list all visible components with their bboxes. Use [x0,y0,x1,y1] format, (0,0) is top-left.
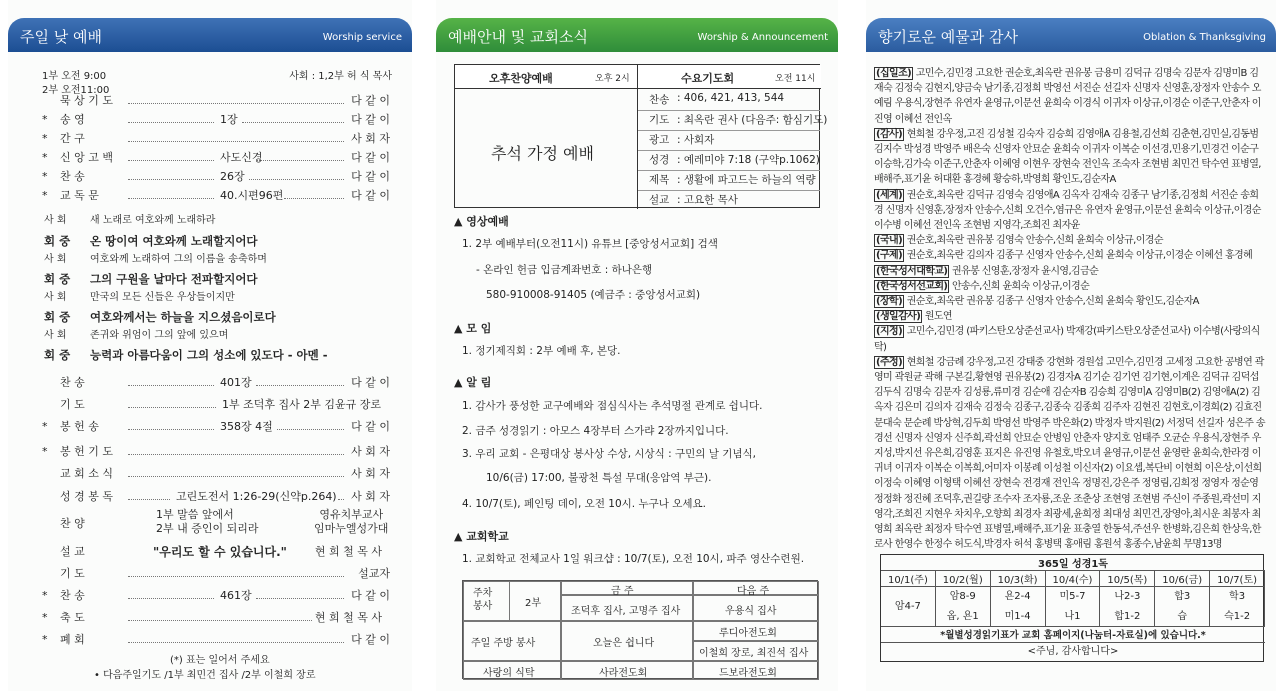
offering-group-names: 고민수,김민경 고요한 권순호,최옥란 권유봉 금용미 김덕규 김명숙 김문자 김명미B 김재숙 김정숙 김현지,양금숙 남기종,김정희 박영선 서진순 선길자 신명자 신영훈,장정자 안송수 오예림 우용식,장현주 유연자 윤영규,이문선 윤희숙 이경식 이귀자 이상규,이경순 이준구,안춘자 이진영 이혜선 전인옥 [874,68,1261,125]
order-item-detail: 26장 [220,170,245,183]
duty-table [462,580,818,679]
offering-group [874,264,1266,279]
responsive-speaker: 회 중 [44,348,71,362]
announce-header [436,18,838,52]
offering-group [874,248,1266,263]
responsive-text: 여호와께 노래하여 그의 이름을 송축하며 [90,254,267,265]
order-item-leader: 다 같 이 [351,420,390,433]
wednesday-prayer-head: 수요기도회 [681,72,735,85]
responsive-line [8,327,412,345]
offering-group-name: 한국성서대학교 [879,265,944,277]
offering-group-names: 안송수,신희 윤희숙 이상규,이경순 [951,280,1090,292]
offering-group-name: 지정 [879,326,899,338]
choir-title-2: 2부 내 증인이 되리라 [156,522,259,535]
responsive-text: 새 노래로 여호와께 노래하라 [90,215,216,226]
section-line: 580-910008-91405 (예금주 : 중앙성서교회) [486,289,701,301]
kitchen-next-week-2: 이철희 장로, 최진석 집사 [699,648,809,659]
info-value: : 사회자 [677,134,715,146]
reading-date: 10/1(주) [881,571,936,587]
reading-date: 10/2(월) [936,571,991,587]
info-label: 제목 [649,174,670,186]
section-title: ▲ 교회학교 [454,530,509,543]
reading-portion-2: 미1-4 [991,607,1046,627]
announce-title-en: Worship & Announcement [697,32,828,43]
offering-group-label: (생일감사) [876,311,921,323]
order-item-leader: 다 같 이 [351,94,390,107]
order-item [8,565,412,583]
order-item-name: 폐 회 [60,633,85,646]
section-line: 3. 우리 교회 - 은평대상 봉사상 수상, 시상식 : 구민의 날 기념식, [462,448,757,460]
parking-next-week: 우용식 집사 [725,606,777,617]
info-label: 설교 [649,194,670,206]
order-item-name: 찬 송 [60,376,85,389]
reading-date: 10/6(금) [1155,571,1210,587]
order-item-name: 교 독 문 [60,189,99,202]
offering-group-names: 권순호,최옥란 김의자 김종구 신영자 안송수,신희 윤희숙 이상규,이경순 이혜선 홍경혜 [906,250,1253,262]
offering-group-label: (십일조) [876,68,912,79]
reading-portion: 욘2-4 [991,587,1046,607]
order-item-detail: 1부 조덕후 집사 2부 김윤규 장로 [222,398,381,411]
offering-group-name: 십일조 [879,68,908,79]
order-item [8,111,412,129]
order-item-name: 교 회 소 식 [60,467,113,480]
offering-group [874,309,1266,324]
order-item-name: 묵 상 기 도 [60,94,113,107]
responsive-text: 여호와께서는 하늘을 지으셨음이로다 [90,310,276,324]
order-item-detail: 40.시편96편 [220,189,284,202]
responsive-line [8,270,412,288]
order-item [8,187,412,205]
order-item-leader: 사 회 자 [351,467,390,480]
section-line: 4. 10/7(토), 페인팅 데이, 오전 10시. 누구나 오세요. [462,498,707,510]
info-value: : 최옥란 권사 (다음주: 함심기도) [677,114,828,126]
order-item-leader: 사 회 자 [351,445,390,458]
order-item-detail: 461장 [220,589,252,602]
standing-mark: * [42,170,48,183]
choir-group-1: 영유치부교사 [319,508,384,521]
offering-group [874,233,1266,248]
offering-group-label: (한국성서대학교) [876,265,948,277]
responsive-text: 존귀와 위엄이 그의 앞에 있으며 [90,330,229,341]
responsive-line [8,289,412,307]
order-item [8,587,412,605]
offering-title: 향기로운 예물과 감사 [878,28,1018,46]
next-prayer-note: • 다음주일기도 /1부 최민건 집사 /2부 이철희 장로 [94,670,316,681]
reading-portion: 합3 [1155,587,1210,607]
offering-group-name: 한국성서선교회 [879,280,944,292]
offering-group-label: (지정) [876,326,903,338]
reading-portion-2: 옵, 욘1 [936,607,991,627]
order-item-leader: 다 같 이 [351,376,390,389]
offering-group-names: 현희철 강우정,고진 김성철 김숙자 김승희 김영애A 김용철,김선희 김춘현,김민실,김동범 김지수 박성경 박영주 배은숙 신영자 안묘순 윤희숙 이귀자 이복순 이선경,민용기,민경건 이순구 이승학,김가숙 이준구,안춘자 이혜영 이현우 장현숙 전인옥 조숙자 조현범 최민건 탁수연 표병열,배해주,표기윤 허대환 홍경혜 황승하,박영희 황인도,김순자A [874,128,1261,186]
order-item-detail: 401장 [220,376,252,389]
reading-portion: 학3 [1210,587,1265,607]
standing-mark: * [42,189,48,202]
order-item-leader: 다 같 이 [351,633,390,646]
offering-group-label: (감사) [876,128,903,140]
responsive-line [8,212,412,230]
offering-group [874,355,1266,553]
offering-group-label: (세계) [876,189,903,201]
responsive-text: 온 땅이여 여호와께 노래할지어다 [90,234,258,248]
order-item [8,149,412,167]
reading-portion-2: 나1 [1046,607,1101,627]
love-table-label: 사랑의 식탁 [483,668,535,679]
bible-reading-title: 365일 성경1독 [881,555,1265,571]
order-item [8,631,412,649]
info-label: 성경 [649,154,670,166]
section-title: ▲ 영상예배 [454,215,509,228]
offering-group-names: 권순호,최옥란 권유봉 김영숙 안송수,신희 윤희숙 이상규,이경순 [906,235,1163,247]
order-item-leader: 다 같 이 [351,151,390,164]
responsive-speaker: 사 회 [44,292,67,303]
order-item [8,609,412,627]
standing-mark: * [42,611,48,624]
worship-header [8,18,412,52]
offering-group-names: 권순호,최옥란 권유봉 김종구 신영자 안송수,신희 윤희숙 황인도,김순자A [906,296,1199,308]
info-value: : 예레미야 7:18 (구약p.1062) [677,154,820,166]
service-time-1: 1부 오전 9:00 [42,71,107,82]
order-item-name: 기 도 [60,398,85,411]
reading-date: 10/5(목) [1100,571,1155,587]
section-line: 1. 2부 예배부터(오전11시) 유튜브 [중앙성서교회] 검색 [462,238,718,250]
offering-group-label: (국내) [876,235,903,247]
order-item-detail: 사도신경 [220,151,263,164]
responsive-line [8,346,412,364]
reading-portion-2: 습 [1155,607,1210,627]
offering-group-label: (한국성서선교회) [876,280,948,292]
section-line: - 온라인 헌금 입금계좌번호 : 하나은행 [476,264,653,276]
section-title: ▲ 알 림 [454,376,492,389]
order-item-name: 성 경 봉 독 [60,490,113,503]
order-item [8,374,412,392]
order-item-detail: 358장 4절 [220,420,273,433]
afternoon-service-time: 오후 2시 [595,74,630,84]
offering-group-name: 생일감사 [879,311,917,323]
offering-title-en: Oblation & Thanksgiving [1143,32,1266,43]
order-item-name: 찬 송 [60,170,85,183]
reading-portion: 암8-9 [936,587,991,607]
wednesday-prayer-time: 오전 11시 [775,74,816,84]
info-value: : 생활에 파고드는 하늘의 역량 [677,174,816,186]
standing-mark: * [42,132,48,145]
info-label: 찬송 [649,94,670,106]
order-item-leader: 현 희 철 목 사 [314,611,382,624]
afternoon-service-head: 오후찬양예배 [489,72,553,85]
parking-part: 2부 [525,598,542,609]
responsive-speaker: 사 회 [44,330,67,341]
choir-title-1: 1부 말씀 앞에서 [156,508,234,521]
responsive-speaker: 사 회 [44,215,67,226]
love-table-next-week: 드보라전도회 [719,668,777,679]
responsive-speaker: 회 중 [44,234,71,248]
info-value: : 고요한 목사 [677,194,738,206]
standing-mark: * [42,151,48,164]
service-info-table [454,64,828,208]
order-item-detail: 고린도전서 1:26-29(신약p.264) [176,490,337,503]
reading-portion: 암4-7 [881,587,936,627]
order-item [8,168,412,186]
kitchen-next-week-1: 루디아전도회 [719,628,777,639]
responsive-line [8,232,412,250]
bible-reading-thanks: <주님, 감사합니다> [1027,646,1119,657]
order-item-name: 송 영 [60,113,85,126]
offering-group-name: 구제 [879,250,899,262]
order-item-name: 봉 헌 기 도 [60,445,113,458]
offering-group-names: 원도연 [924,311,952,323]
reading-portion-2: 합1-2 [1100,607,1155,627]
section-line: 1. 교회학교 전체교사 1일 워크샵 : 10/7(토), 오전 10시, 파주 영산수련원. [462,553,805,565]
order-item-leader: 다 같 이 [351,189,390,202]
choir-group-2: 임마누엘성가대 [314,522,389,535]
section-line: 10/6(금) 17:00, 불광천 특설 무대(응암역 부근). [486,472,712,484]
responsive-speaker: 회 중 [44,310,71,324]
order-item-leader: 다 같 이 [351,589,390,602]
order-item [8,130,412,148]
offering-group-label: (구제) [876,250,903,262]
order-item-name: 찬 송 [60,589,85,602]
offering-group-name: 감사 [879,128,899,140]
info-label: 기도 [649,114,670,126]
reading-date: 10/4(수) [1046,571,1101,587]
standing-note: (*) 표는 일어서 주세요 [170,655,270,666]
offering-panel [866,0,1276,691]
standing-mark: * [42,420,48,433]
responsive-text: 능력과 아름다움이 그의 성소에 있도다 - 아멘 - [90,348,328,362]
order-item-leader: 다 같 이 [351,113,390,126]
offering-group [874,127,1266,188]
order-item-leader: 설교자 [358,567,390,580]
order-item [8,443,412,461]
reading-portion: 미5-7 [1046,587,1101,607]
standing-mark: * [42,113,48,126]
section-line: 1. 정기제직회 : 2부 예배 후, 본당. [462,345,621,357]
offering-group [874,324,1266,354]
standing-mark: * [42,633,48,646]
section-line: 1. 감사가 풍성한 교구예배와 점심식사는 추석명절 관계로 쉽니다. [462,400,763,412]
order-item [8,418,412,436]
sermon-row [8,543,412,561]
responsive-speaker: 사 회 [44,254,67,265]
order-item [8,465,412,483]
presider: 사회 : 1,2부 허 식 목사 [289,71,392,82]
service-time-2: 2부 오전11:00 [42,85,110,96]
order-item-leader: 사 회 자 [351,132,390,145]
bible-reading-note: *월별성경읽기표가 교회 홈페이지(나눔터-자료실)에 있습니다.* [881,627,1265,643]
offering-group-names: 권유봉 신영훈,장정자 윤시영,김금순 [951,265,1099,277]
order-item-name: 기 도 [60,567,85,580]
section-title: ▲ 모 임 [454,322,492,335]
order-item-name: 봉 헌 송 [60,420,99,433]
choir-label: 찬 양 [60,517,85,530]
announce-title: 예배안내 및 교회소식 [448,28,588,46]
choir-groups [314,508,388,536]
responsive-line [8,251,412,269]
kitchen-label: 주일 주방 봉사 [471,638,536,649]
offering-group-name: 장학 [879,296,899,308]
standing-mark: * [42,589,48,602]
duty-next-week-head: 다음 주 [737,586,770,597]
reading-date: 10/3(화) [991,571,1046,587]
parking-this-week: 조덕후 집사, 고명주 집사 [571,606,681,617]
offering-group [874,188,1266,234]
order-item-leader: 사 회 자 [351,490,390,503]
offering-group-name: 주정 [879,356,899,368]
sermon-label: 설 교 [60,545,85,558]
offering-group-name: 국내 [879,235,899,247]
love-table-this-week: 사라전도회 [599,668,648,679]
offering-group-label: (장학) [876,296,903,308]
bible-reading-table [880,554,1264,662]
offering-group-names: 현희철 강금례 강우정,고진 강태중 강현화 경원섭 고민수,김민경 고세정 고요한 공병연 곽영미 곽원균 곽해 구본길,황현영 권유봉(2) 김경자A 김기순 김기연 김기현,이계은 김덕규 김덕섭 김두식 김명숙 김문자 김성룡,류미경 김순애 김순자B 김승희 김영미A 김영미B(2) 김영애A(2) 김옥자 김은미 김의자 김재숙 김정숙 김종구,김종숙 김종희 김주자 김현진 김현호,이경희(2) 김효진 문대숙 문순례 박상혁,김두희 박영선 박영주 박은화(2) 박정자 박지원(2) 서정덕 선길자 성은주 송경선 신명자 신영자 신주희,곽선희 안묘순 안병임 안춘자 양지호 엄태주 오균순 우용식,장현주 우지성,박지선 유은희,김영훈 표지은 유진영 유철호,박오녀 윤영규,이문선 윤영란 윤희숙,한라경 이귀녀 이귀자 이복순 이복희,어미자 이봉례 이성철 이신자(2) 이요셉,복단비 이현희 이은상,이선희 이정숙 이혜영 이형택 이혜선 장현숙 전경재 전인옥 정명진,강은주 정영림,김희정 정영자 정순영 정정화 정진혜 조덕후,권길량 조수자 조자룡,조운 조춘상 조현영 조현범 주신이 주종원,곽선미 지영각,조희진 지현우 차치우,오향희 최경자 최광세,윤희정 최대성 최민건,장영아,최시운 최봉자 최영희 최옥란 최정자 탁수연 표병열,배해주,표기윤 표충열 한동석,주선우 한병화,김은희 한상욱,한로사 한영수 한정수 허도식,박경자 허석 홍병택 홍애림 홍원석 홍종수,남윤희 무명13명 [874,356,1265,551]
offering-names [874,66,1266,553]
reading-date: 10/7(토) [1210,571,1265,587]
worship-title-en: Worship service [322,32,402,43]
parking-label: 주차 봉사 [473,588,493,612]
order-item-detail: 1장 [220,113,238,126]
responsive-text: 그의 구원을 날마다 전파할지어다 [90,272,258,286]
offering-group-names: 권순호,최옥란 김덕규 김영숙 김영애A 김옥자 김재숙 김종구 남기종,김정희 서진순 송희경 신명자 신영훈,장정자 안송수,신희 오건수,염규은 유연자 윤영규,이문선 윤희숙 이상규,이경순 이수병 이혜선 전인옥 조현범 지영각,조희진 최자윤 [874,189,1261,232]
order-item [8,92,412,110]
order-item-leader: 다 같 이 [351,170,390,183]
order-item-name: 신 앙 고 백 [60,151,113,164]
section-line: 2. 금주 성경읽기 : 아모스 4장부터 스가랴 2장까지입니다. [462,425,729,437]
sermon-preacher: 현 희 철 목 사 [314,545,382,558]
worship-panel [8,0,412,691]
offering-group [874,279,1266,294]
offering-group [874,294,1266,309]
offering-group-label: (주정) [876,356,903,368]
duty-this-week-head: 금 주 [611,586,634,597]
order-item [8,488,412,506]
kitchen-this-week: 오늘은 쉽니다 [593,638,655,649]
offering-group [874,66,1266,127]
chuseok-family-worship: 추석 가정 예배 [491,144,594,163]
choir-titles [156,508,259,536]
reading-portion: 나2-3 [1100,587,1155,607]
announce-panel [436,0,838,691]
offering-group-name: 세계 [879,189,899,201]
offering-header [866,18,1276,52]
reading-portion-2: 슥1-2 [1210,607,1265,627]
order-item-name: 간 구 [60,132,85,145]
order-item [8,396,412,414]
order-item-name: 축 도 [60,611,85,624]
responsive-text: 만국의 모든 신들은 우상들이지만 [90,292,235,303]
info-label: 광고 [649,134,670,146]
offering-group-names: 고민수,김민경 (파키스탄오상준선교사) 박재강(파키스탄오상준선교사) 이수병(사랑의식탁) [874,326,1260,353]
worship-title: 주일 낮 예배 [20,28,102,46]
info-value: : 406, 421, 413, 544 [677,92,785,104]
responsive-line [8,308,412,326]
responsive-speaker: 회 중 [44,272,71,286]
standing-mark: * [42,445,48,458]
sermon-title: "우리도 할 수 있습니다." [153,545,287,559]
